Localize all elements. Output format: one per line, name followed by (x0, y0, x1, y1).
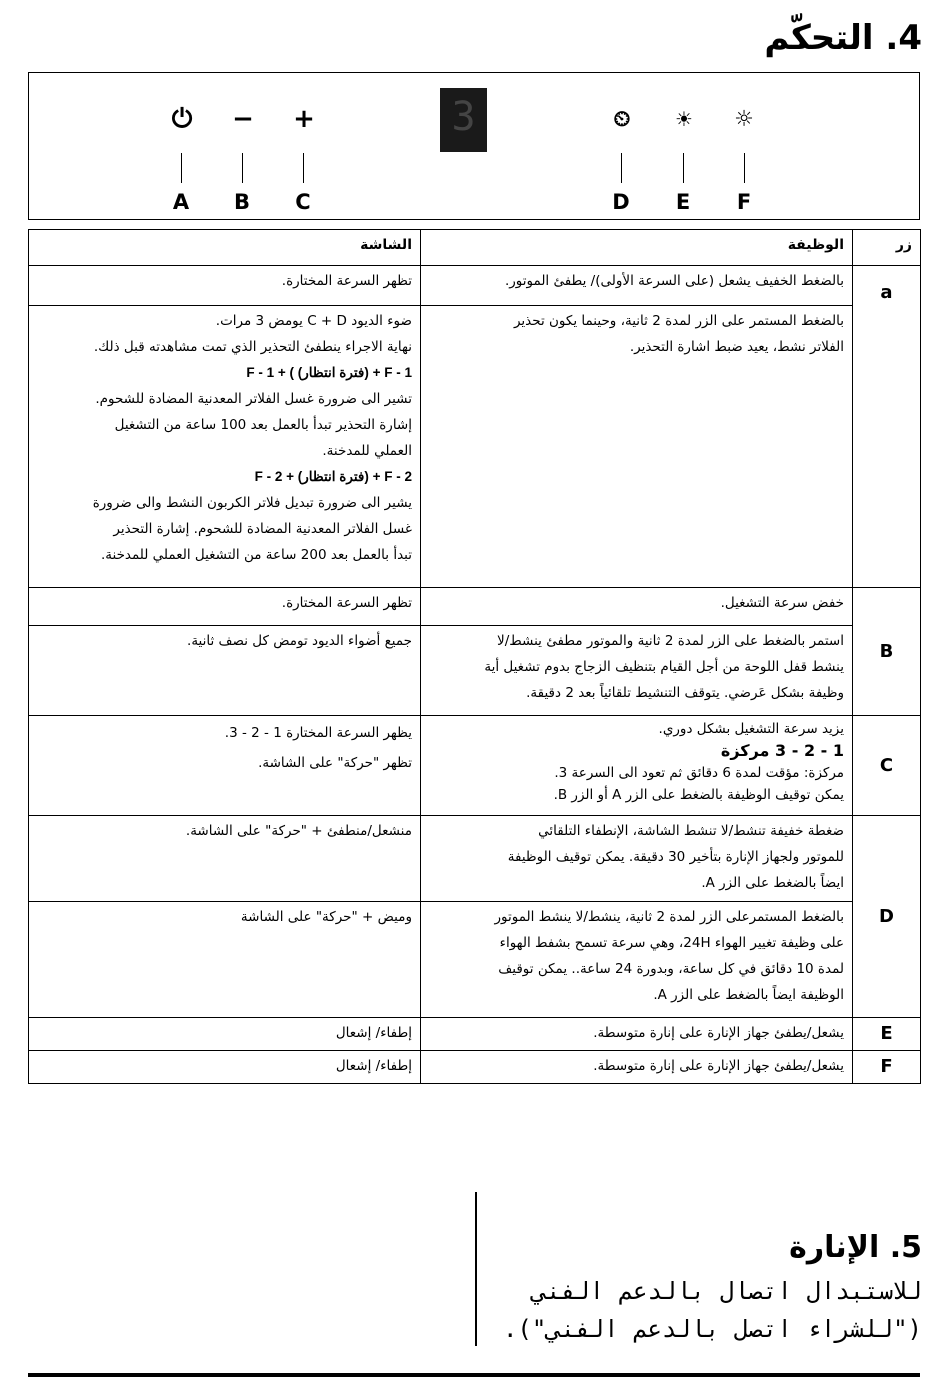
display-cell: تظهر السرعة المختارة. (29, 588, 421, 626)
function-cell: يشعل/يطفئ جهاز الإنارة على إنارة متوسطة. (421, 1051, 853, 1084)
table-header-row (29, 230, 921, 266)
function-cell: يشعل/يطفئ جهاز الإنارة على إنارة متوسطة. (421, 1018, 853, 1051)
column-divider (475, 1192, 477, 1346)
display-cell: تظهر السرعة المختارة. (29, 266, 421, 306)
header-key: زر (853, 230, 921, 266)
key-cell-b: B (853, 588, 921, 716)
header-display: الشاشة (29, 230, 421, 266)
speed-display (440, 88, 487, 152)
timer-icon: ⏲ (613, 106, 631, 132)
leader-line (181, 153, 182, 183)
button-label-a: A (172, 190, 190, 214)
table-row (29, 1018, 921, 1051)
key-cell-a: a (853, 266, 921, 588)
display-digit: 3 (451, 94, 476, 140)
function-cell: بالضغط المستمر على الزر لمدة 2 ثانية، وحينما يكون تحذير الفلاتر نشط، يعيد ضبط اشارة التحذير. (421, 306, 853, 588)
key-cell-c: C (853, 716, 921, 816)
plus-icon: + (293, 104, 315, 134)
minus-icon: − (232, 104, 254, 134)
section-5-title: 5. الإنارة (789, 1230, 922, 1265)
power-icon: ⏻ (171, 103, 193, 134)
display-cell: إطفاء/ إشعال (29, 1051, 421, 1084)
leader-line (744, 153, 745, 183)
control-functions-table (28, 229, 921, 1084)
table-row (29, 306, 921, 588)
function-cell: بالضغط الخفيف يشعل (على السرعة الأولى)/ يطفئ الموتور. (421, 266, 853, 306)
function-cell: خفض سرعة التشغيل. (421, 588, 853, 626)
lighting-note: للاستبدال اتصال بالدعم الفني ("للشراء اتصل بالدعم الفني"). (502, 1277, 922, 1343)
function-cell: بالضغط المستمرعلى الزر لمدة 2 ثانية، ينشط/لا ينشط الموتور على وظيفة تغيير الهواء 24H، وهي سرعة تسمح بشفط الهواء لمدة 10 دقائق في كل ساعة، وبدورة 24 ساعة.. يمكن توقيف الوظيفة ايضاً بالضغط على الزر A. (421, 902, 853, 1018)
function-cell: استمر بالضغط على الزر لمدة 2 ثانية والموتور مطفئ ينشط/لا ينشط قفل اللوحة من أجل القيام بتنظيف الزجاج بدوم تشغيل أية وظيفة بشكل عَرضي. يتوقف التنشيط تلقائياً بعد 2 دقيقة. (421, 626, 853, 716)
header-function: الوظيفة (421, 230, 853, 266)
button-label-e: E (675, 190, 691, 214)
key-cell-e: E (853, 1018, 921, 1051)
key-cell-d: D (853, 816, 921, 1018)
button-label-d: D (612, 190, 630, 214)
function-cell: يزيد سرعة التشغيل بشكل دوري. 1 - 2 - 3 مركزة مركزة: مؤقت لمدة 6 دقائق ثم تعود الى السرعة 3. يمكن توقيف الوظيفة بالضغط على الزر A أو الزر B. (421, 716, 853, 816)
table-row (29, 716, 921, 816)
leader-line (621, 153, 622, 183)
table-row (29, 626, 921, 716)
leader-line (303, 153, 304, 183)
button-label-c: C (295, 190, 311, 214)
table-row (29, 588, 921, 626)
function-cell: ضغطة خفيفة تنشط/لا تنشط الشاشة، الإنطفاء التلقائي للموتور ولجهاز الإنارة بتأخير 30 دقيقة. يمكن توقيف الوظيفة ايضاً بالضغط على الزر A. (421, 816, 853, 902)
leader-line (242, 153, 243, 183)
display-cell: يظهر السرعة المختارة 1 - 2 - 3. تظهر "حركة" على الشاشة. (29, 716, 421, 816)
section-4-title: 4. التحكّم (764, 18, 922, 58)
dim-light-icon: ☀ (675, 107, 693, 131)
table-row (29, 902, 921, 1018)
display-cell: وميض + "حركة" على الشاشة (29, 902, 421, 1018)
button-label-f: F (736, 190, 752, 214)
display-cell: منشعل/منطفئ + "حركة" على الشاشة. (29, 816, 421, 902)
table-row (29, 816, 921, 902)
key-cell-f: F (853, 1051, 921, 1084)
display-cell: إطفاء/ إشعال (29, 1018, 421, 1051)
display-cell: ضوء الديود C + D يومض 3 مرات. نهاية الاجراء ينطفئ التحذير الذي تمت مشاهدته قبل ذلك. F - 1 + (فترة انتظار) ) + F - 1 تشير الى ضرورة غسل الفلاتر المعدنية المضادة للشحوم. إشارة التحذير تبدأ بالعمل بعد 100 ساعة من التشغيل العملي للمدخنة. F - 2 + (فترة انتظار) + F - 2 يشير الى ضرورة تبديل فلاتر الكربون النشط والى ضرورة غسل الفلاتر المعدنية المضادة للشحوم. إشارة التحذير تبدأ بالعمل بعد 200 ساعة من التشغيل العملي للمدخنة. (29, 306, 421, 588)
table-row (29, 1051, 921, 1084)
bottom-rule (28, 1373, 920, 1377)
table-row (29, 266, 921, 306)
display-cell: جميع أضواء الديود تومض كل نصف ثانية. (29, 626, 421, 716)
button-label-b: B (233, 190, 250, 214)
leader-line (683, 153, 684, 183)
bright-light-icon: ☼ (734, 106, 754, 132)
